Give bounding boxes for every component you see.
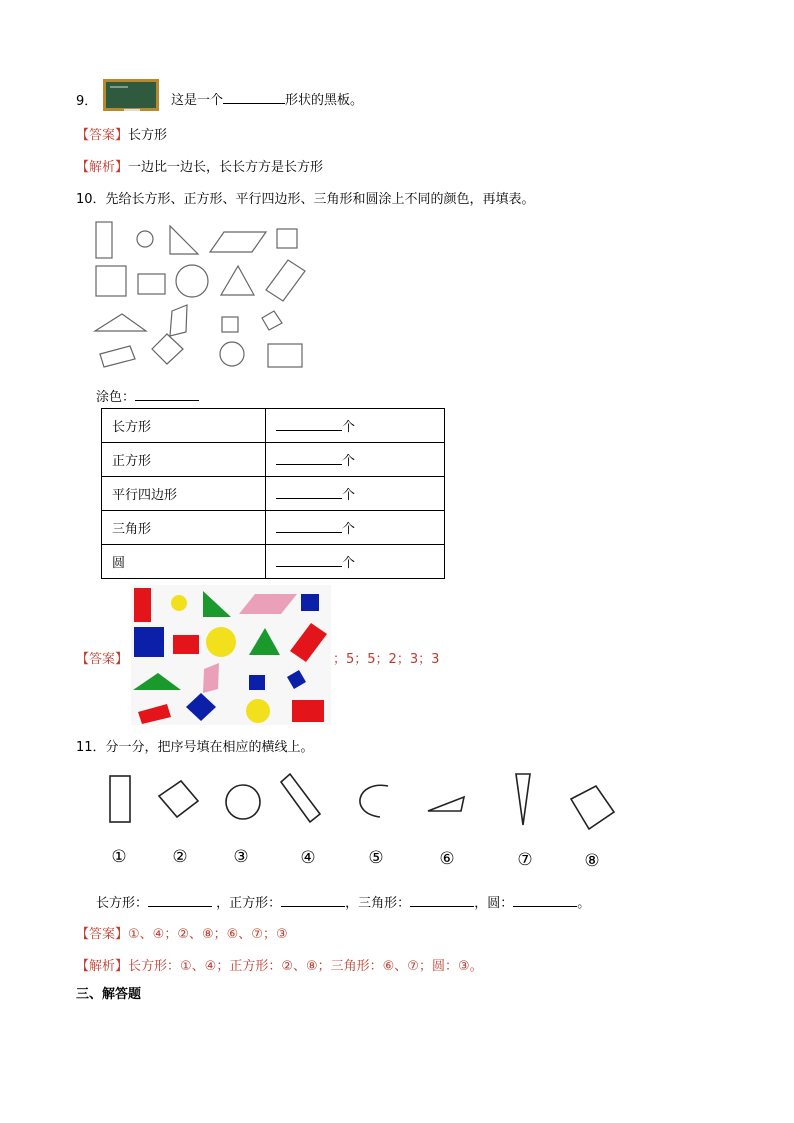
fill-end: 。 bbox=[577, 896, 591, 911]
shape-rect-bottom bbox=[268, 344, 302, 367]
blackboard-surface bbox=[106, 82, 156, 108]
shape-5-arc bbox=[360, 785, 388, 817]
shape-square-small bbox=[277, 229, 297, 248]
shape-rect-small bbox=[138, 274, 165, 294]
shape-4-rect bbox=[281, 774, 320, 822]
q11-question bbox=[76, 736, 314, 755]
q9-question bbox=[171, 89, 363, 108]
fill-square-blank[interactable] bbox=[281, 893, 345, 907]
fill-tri-blank[interactable] bbox=[410, 893, 474, 907]
table-unit: 个 bbox=[342, 522, 356, 537]
table-label-circle: 圆 bbox=[102, 545, 266, 579]
label-3: ③ bbox=[233, 847, 249, 867]
shape-rect-tilted-bottom bbox=[100, 346, 135, 367]
shape-rect-vertical bbox=[96, 222, 112, 258]
label-4: ④ bbox=[300, 848, 316, 868]
table-unit: 个 bbox=[342, 454, 356, 469]
q10-text: 先给长方形、正方形、平行四边形、三角形和圆涂上不同的颜色，再填表。 bbox=[105, 192, 535, 207]
q9-analysis bbox=[76, 156, 323, 175]
fill-square-label: ，正方形： bbox=[216, 896, 282, 911]
shape-3-circle bbox=[226, 785, 260, 819]
shape-circle-medium bbox=[220, 342, 244, 366]
q9-blank[interactable] bbox=[223, 90, 285, 104]
table-cell bbox=[266, 409, 445, 443]
table-label-triangle: 三角形 bbox=[102, 511, 266, 545]
q10-question bbox=[76, 188, 535, 207]
table-label-parallelogram: 平行四边形 bbox=[102, 477, 266, 511]
q9-answer-text: 长方形 bbox=[128, 128, 168, 143]
q10-color-blank[interactable] bbox=[135, 387, 199, 401]
table-cell bbox=[266, 511, 445, 545]
q9-number: 9． bbox=[76, 94, 98, 109]
shape-square-tiny bbox=[249, 675, 265, 690]
shape-parallelogram bbox=[210, 232, 266, 252]
shape-square-large bbox=[134, 627, 164, 657]
shape-rect-small bbox=[173, 635, 199, 654]
shape-2-square bbox=[159, 781, 198, 817]
label-8: ⑧ bbox=[584, 851, 600, 871]
shape-circle-large bbox=[206, 627, 236, 657]
shape-rect-tilted bbox=[266, 260, 305, 301]
q11-fill-line bbox=[96, 892, 590, 911]
shape-triangle-wide bbox=[95, 314, 146, 331]
q10-count-table bbox=[101, 408, 445, 579]
q11-analysis-text: 长方形：①、④；正方形：②、⑧；三角形：⑥、⑦；圆：③。 bbox=[128, 959, 483, 974]
q10-color-label: 涂色： bbox=[96, 390, 136, 405]
table-unit: 个 bbox=[342, 556, 356, 571]
shape-circle-medium bbox=[246, 699, 270, 723]
q9-analysis-text: 一边比一边长，长长方方是长方形 bbox=[128, 160, 324, 175]
q11-answer bbox=[76, 923, 288, 942]
shape-square-large bbox=[96, 266, 126, 296]
fill-rect-blank[interactable] bbox=[148, 893, 212, 907]
shape-circle-large bbox=[176, 265, 208, 297]
q9-text-before: 这是一个 bbox=[171, 93, 224, 108]
label-5: ⑤ bbox=[368, 848, 384, 868]
q11-text: 分一分，把序号填在相应的横线上。 bbox=[105, 740, 314, 755]
shape-6-triangle bbox=[428, 797, 464, 811]
fill-tri-label: ，三角形： bbox=[345, 896, 411, 911]
shape-parallelogram-tall bbox=[170, 305, 187, 336]
q11-number: 11． bbox=[76, 740, 106, 755]
fill-circle-blank[interactable] bbox=[513, 893, 577, 907]
shape-rect-bottom bbox=[292, 700, 324, 722]
table-cell bbox=[266, 443, 445, 477]
shape-8-square bbox=[571, 786, 614, 829]
table-blank[interactable] bbox=[276, 417, 342, 431]
table-blank[interactable] bbox=[276, 553, 342, 567]
table-unit: 个 bbox=[342, 420, 356, 435]
table-label-square: 正方形 bbox=[102, 443, 266, 477]
table-blank[interactable] bbox=[276, 485, 342, 499]
q9-answer bbox=[76, 124, 167, 143]
shape-7-triangle bbox=[516, 774, 530, 825]
table-row bbox=[102, 443, 445, 477]
table-blank[interactable] bbox=[276, 451, 342, 465]
blackboard-image bbox=[102, 78, 160, 112]
table-row bbox=[102, 477, 445, 511]
table-cell bbox=[266, 545, 445, 579]
shape-rect-vertical bbox=[134, 588, 151, 622]
shape-1-rect bbox=[110, 776, 130, 822]
label-7: ⑦ bbox=[517, 850, 533, 870]
q10-answer-text: ；5；5；2；3；3 bbox=[333, 652, 440, 667]
shape-circle-small bbox=[137, 231, 153, 247]
answer-tag: 【答案】 bbox=[76, 128, 129, 143]
fill-circle-label: ，圆： bbox=[474, 896, 514, 911]
analysis-tag: 【解析】 bbox=[76, 160, 129, 175]
label-1: ① bbox=[111, 847, 127, 867]
answer-tag: 【答案】 bbox=[76, 927, 129, 942]
shape-circle-small bbox=[171, 595, 187, 611]
label-2: ② bbox=[172, 847, 188, 867]
chalk-tray bbox=[124, 109, 140, 111]
q10-number: 10． bbox=[76, 192, 106, 207]
shape-square-small bbox=[301, 594, 319, 611]
shape-square-tiny bbox=[222, 317, 238, 332]
table-row bbox=[102, 409, 445, 443]
table-label-rect: 长方形 bbox=[102, 409, 266, 443]
shape-square-diamond bbox=[152, 334, 183, 364]
q11-answer-text: ①、④；②、⑧；⑥、⑦；③ bbox=[128, 927, 288, 942]
shape-triangle-equilateral bbox=[221, 266, 254, 295]
q10-color-line bbox=[96, 386, 199, 405]
shape-right-triangle bbox=[170, 226, 198, 254]
shape-square-tilted-small bbox=[262, 311, 282, 330]
table-unit: 个 bbox=[342, 488, 356, 503]
analysis-tag: 【解析】 bbox=[76, 959, 129, 974]
table-cell bbox=[266, 477, 445, 511]
q10-shapes-figure bbox=[90, 218, 310, 370]
q11-analysis bbox=[76, 955, 483, 974]
section3-title: 三、解答题 bbox=[76, 987, 142, 1002]
table-row bbox=[102, 545, 445, 579]
label-6: ⑥ bbox=[439, 849, 455, 869]
q10-answer-tag: 【答案】 bbox=[76, 652, 129, 667]
table-blank[interactable] bbox=[276, 519, 342, 533]
table-row bbox=[102, 511, 445, 545]
q10-colored-figure bbox=[131, 585, 331, 725]
fill-rect-label: 长方形： bbox=[96, 896, 149, 911]
q11-shapes-figure bbox=[95, 768, 625, 874]
q9-text-after: 形状的黑板。 bbox=[285, 93, 364, 108]
